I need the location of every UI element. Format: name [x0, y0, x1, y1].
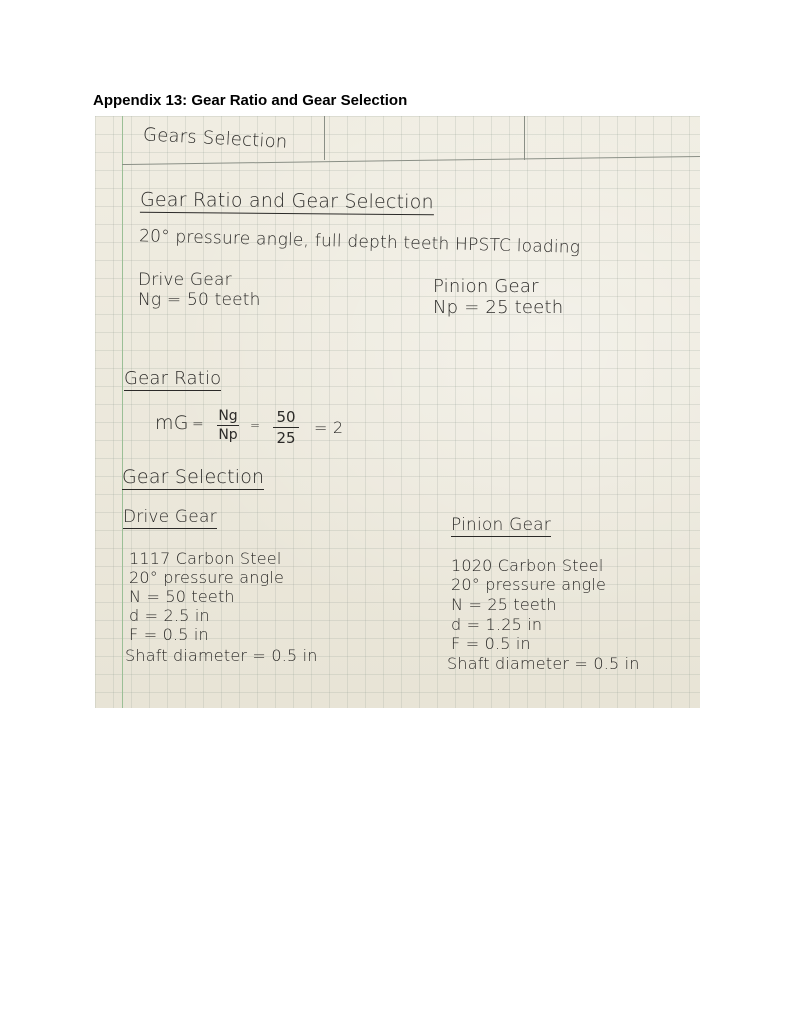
- pinion-gear-diameter: d = 1.25 in: [451, 615, 543, 634]
- pinion-gear-shaft-diameter: Shaft diameter = 0.5 in: [447, 654, 640, 673]
- drive-gear-teeth-count: N = 50 teeth: [129, 587, 235, 606]
- fraction-denominator: Np: [218, 427, 238, 444]
- pinion-gear-face-width: F = 0.5 in: [451, 634, 531, 653]
- equals-sign: =: [250, 418, 261, 432]
- pinion-gear-teeth: Np = 25 teeth: [433, 297, 564, 318]
- fraction-numerator: 50: [276, 408, 296, 426]
- handwritten-notes-photo: [95, 116, 700, 708]
- ratio-symbol: mG: [155, 412, 189, 434]
- drive-gear-shaft-diameter: Shaft diameter = 0.5 in: [125, 646, 318, 665]
- fraction-denominator: 25: [276, 429, 296, 448]
- pinion-gear-teeth-count: N = 25 teeth: [451, 595, 557, 614]
- pinion-gear-material: 1020 Carbon Steel: [451, 556, 604, 575]
- pinion-gear-label: Pinion Gear: [433, 276, 539, 297]
- fraction-bar: [217, 425, 239, 426]
- section-title: Gear Ratio and Gear Selection: [139, 188, 434, 214]
- drive-gear-pressure-angle: 20° pressure angle: [129, 568, 285, 587]
- drive-gear-teeth: Ng = 50 teeth: [138, 290, 261, 310]
- fraction-teeth: [217, 408, 239, 443]
- fraction-values: [273, 408, 299, 447]
- drive-gear-face-width: F = 0.5 in: [129, 625, 209, 644]
- header-cell-text: Gears Selection: [142, 124, 288, 153]
- drive-gear-label: Drive Gear: [138, 270, 232, 290]
- pinion-gear-selection-label: Pinion Gear: [451, 515, 551, 535]
- gear-ratio-title: Gear Ratio: [124, 368, 222, 389]
- notebook-margin-line: [122, 116, 123, 708]
- fraction-numerator: Ng: [218, 408, 238, 424]
- pinion-gear-pressure-angle: 20° pressure angle: [451, 575, 607, 594]
- ratio-result: = 2: [314, 418, 344, 437]
- fraction-bar: [273, 427, 299, 428]
- table-divider: [324, 116, 325, 160]
- table-divider: [524, 116, 525, 160]
- appendix-heading: Appendix 13: Gear Ratio and Gear Selection: [93, 92, 408, 109]
- drive-gear-selection-label: Drive Gear: [123, 507, 217, 527]
- drive-gear-material: 1117 Carbon Steel: [129, 549, 282, 568]
- table-bottom-line: [122, 156, 700, 165]
- gear-selection-title: Gear Selection: [122, 466, 265, 488]
- drive-gear-diameter: d = 2.5 in: [129, 606, 210, 625]
- equals-sign: =: [192, 416, 204, 432]
- conditions-text: 20° pressure angle, full depth teeth HPSTC loading: [138, 226, 581, 258]
